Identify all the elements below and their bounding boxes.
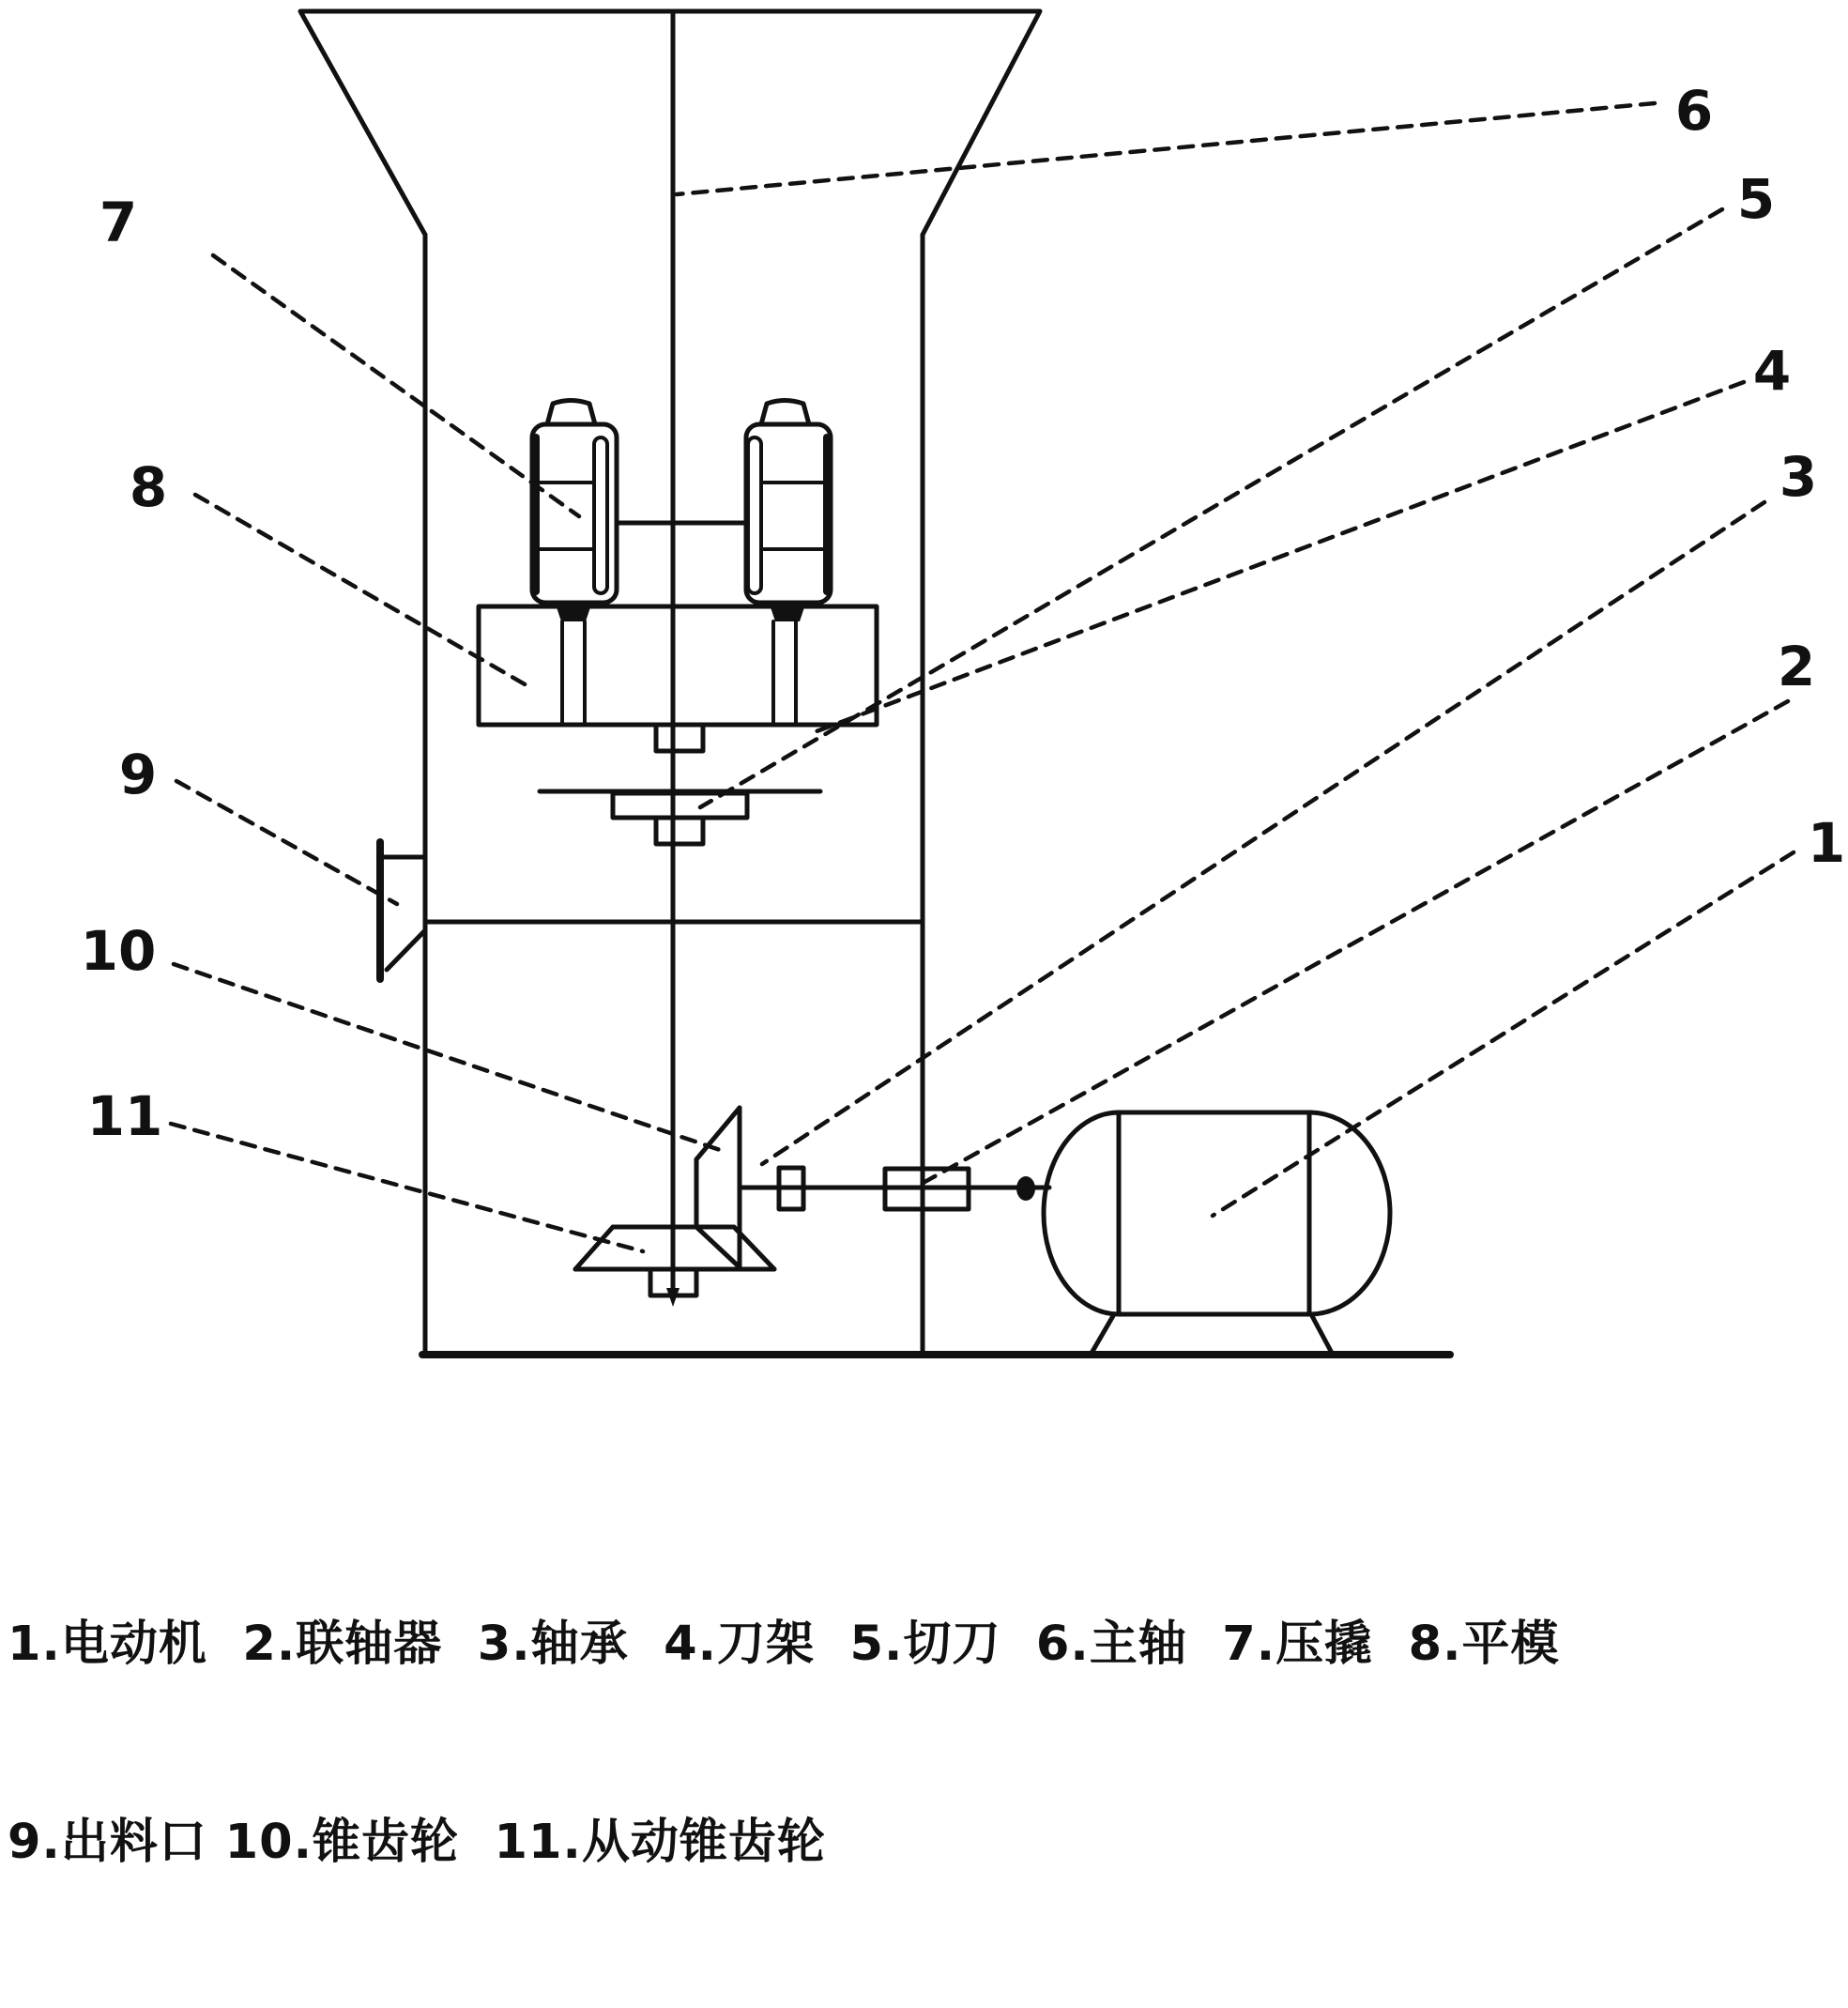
part-label-8: 8 (129, 455, 168, 519)
leader-line-5 (700, 209, 1722, 807)
part-label-7: 7 (99, 191, 138, 254)
press-roller-right (746, 401, 831, 724)
leader-line-9 (176, 781, 397, 904)
part-label-10: 10 (80, 919, 157, 983)
discharge-chute (380, 842, 425, 979)
part-label-4: 4 (1752, 339, 1792, 403)
leader-line-10 (174, 964, 723, 1151)
leader-line-7 (213, 255, 579, 516)
caption-line-2: 9.出料口 10.锥齿轮 11.从动锥齿轮 (8, 1814, 826, 1870)
motor (1044, 1112, 1390, 1355)
cutter-assembly (540, 791, 820, 844)
part-label-9: 9 (118, 743, 158, 806)
part-label-5: 5 (1736, 167, 1776, 231)
hopper (300, 11, 1040, 235)
press-roller-left (532, 401, 617, 724)
figure-caption (8, 1479, 1842, 2008)
part-label-1: 1 (1807, 811, 1846, 875)
part-label-3: 3 (1779, 445, 1818, 509)
leader-line-11 (171, 1124, 643, 1251)
shaft-bead (1016, 1176, 1035, 1201)
leader-line-3 (762, 502, 1764, 1164)
leader-line-4 (817, 382, 1744, 731)
leader-line-8 (195, 495, 527, 685)
leader-line-6 (677, 103, 1655, 194)
part-label-2: 2 (1777, 635, 1816, 698)
part-label-11: 11 (86, 1084, 163, 1148)
drive-bevel-gear (696, 1108, 740, 1267)
part-label-6: 6 (1674, 79, 1714, 143)
leader-lines (171, 103, 1794, 1251)
caption-line-1: 1.电动机 2.联轴器 3.轴承 4.刀架 5.切刀 6.主轴 7.压撬 8.平模 (8, 1616, 1560, 1672)
leader-line-1 (1213, 852, 1794, 1216)
main-shaft (666, 11, 680, 1307)
